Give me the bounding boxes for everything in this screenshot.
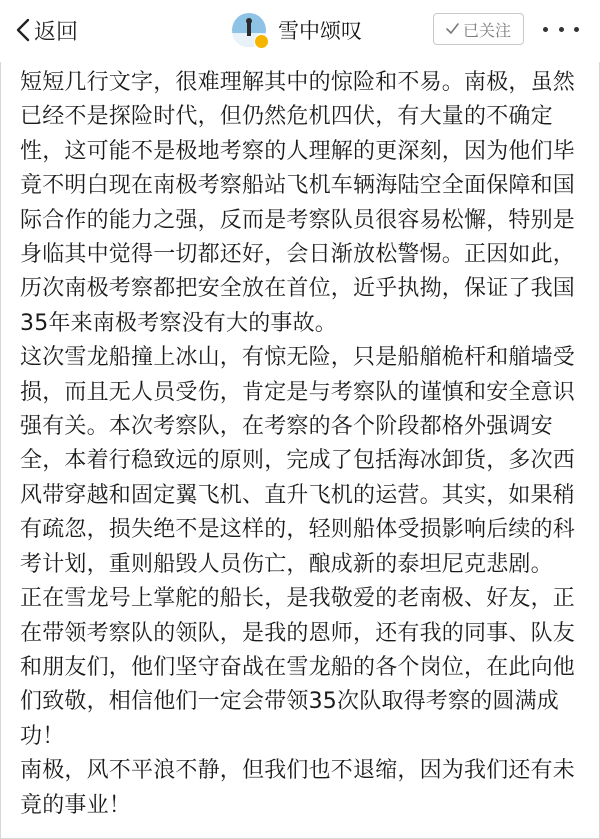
back-label: 返回 [34, 19, 79, 45]
follow-button[interactable] [433, 13, 524, 45]
post-paragraph-1: 短短几行文字，很难理解其中的惊险和不易。南极，虽然已经不是探险时代，但仍然危机四伏，有大量的不确定性，这可能不是极地考察的人理解的更深刻，因为他们毕竟不明白现在南极考察船站飞机车辆海陆空全面保障和国际合作的能力之强，反而是考察队员很容易松懈，特别是身临其中觉得一切都还好，会日渐放松警惕。正因如此，历次南极考察都把安全放在首位，近乎执拗，保证了我国35年来南极考察没有大的事故。 [20, 70, 576, 336]
verified-badge-icon [254, 34, 269, 49]
chevron-left-icon [16, 18, 30, 42]
back-button[interactable] [16, 12, 78, 48]
checkmark-icon [446, 23, 459, 35]
user-profile-link[interactable] [232, 10, 362, 50]
more-dot [543, 27, 548, 32]
follow-label: 已关注 [462, 20, 511, 40]
post-paragraph-3: 正在雪龙号上掌舵的船长，是我敬爱的老南极、好友，正在带领考察队的领队，是我的恩师，还有我的同事、队友和朋友们，他们坚守奋战在雪龙船的各个岗位，在此向他们致敬，相信他们一定会带领35次队取得考察的圆满成功！ [20, 586, 576, 749]
post-paragraph-4: 南极，风不平浪不静，但我们也不退缩，因为我们还有未竟的事业！ [20, 758, 576, 818]
top-navigation-bar [0, 0, 600, 62]
username: 雪中颂叹 [278, 19, 362, 43]
more-dot [559, 27, 564, 32]
post-paragraph-2: 这次雪龙船撞上冰山，有惊无险，只是船艏桅杆和艏墙受损，而且无人员受伤，肯定是与考察队的谨慎和安全意识强有关。本次考察队，在考察的各个阶段都格外强调安全，本着行稳致远的原则，完成了包括海冰卸货，多次西风带穿越和固定翼飞机、直升飞机的运营。其实，如果稍有疏忽，损失绝不是这样的，轻则船体受损影响后续的科考计划，重则船毁人员伤亡，酿成新的泰坦尼克悲剧。 [20, 345, 576, 577]
more-dot [574, 27, 579, 32]
avatar[interactable] [232, 13, 266, 47]
more-dots-icon[interactable] [543, 22, 579, 36]
post-body [20, 66, 585, 823]
